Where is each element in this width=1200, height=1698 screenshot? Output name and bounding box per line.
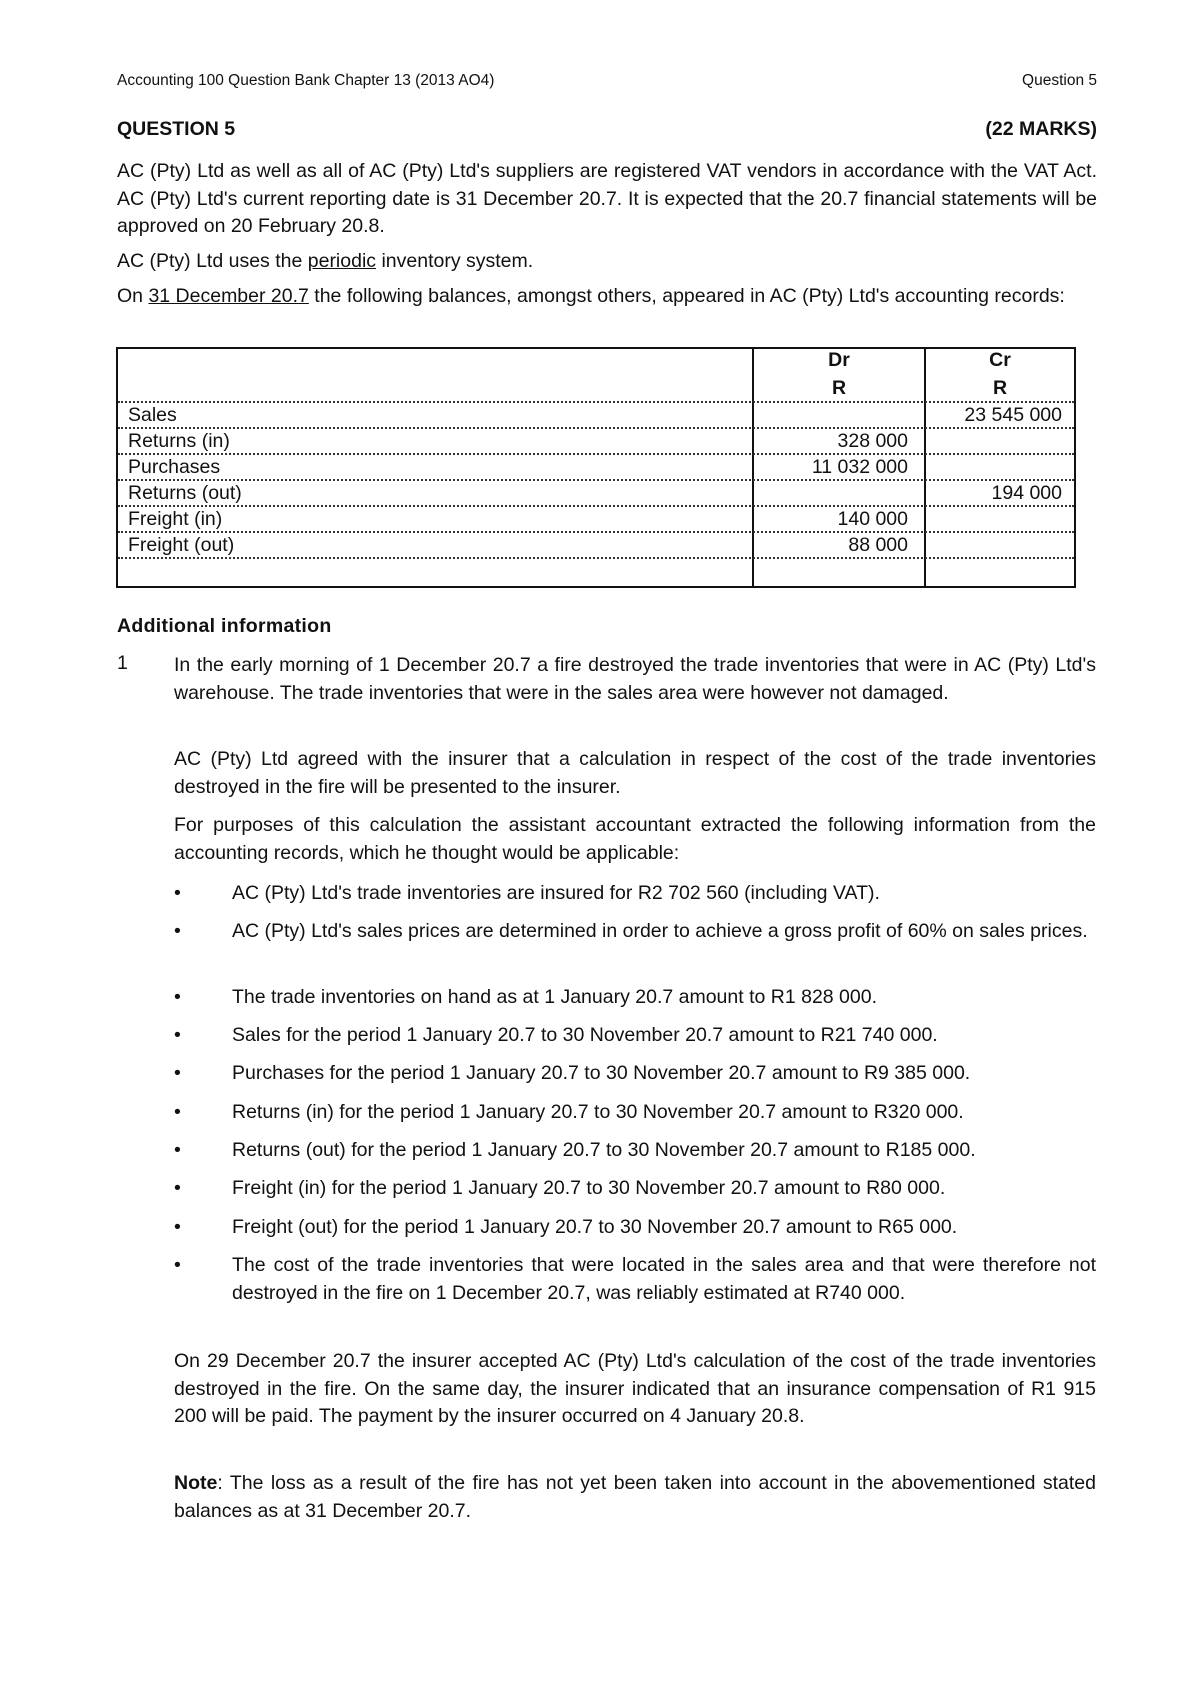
table-row: [118, 455, 1074, 481]
bullet-marker: •: [174, 1254, 181, 1276]
row-dr: 140 000: [837, 508, 908, 530]
table-row: [118, 403, 1074, 429]
additional-paragraph-4: On 29 December 20.7 the insurer accepted AC (Pty) Ltd's calculation of the cost of the trade inventories destroyed in the fire. On the same day, the insurer indicated that an insurance compensation of R1 915 200 will be paid. The payment by the insurer occurred on 4 January 20.8.: [174, 1350, 1096, 1427]
bullet-text: Freight (out) for the period 1 January 20.7 to 30 November 20.7 amount to R65 000.: [232, 1216, 958, 1238]
note-label: Note: [174, 1472, 218, 1494]
question-title: QUESTION 5: [117, 118, 236, 140]
bullet-marker: •: [174, 1177, 181, 1199]
table-header-rule: [118, 374, 1074, 403]
row-label: Returns (out): [128, 482, 242, 504]
item-number: 1: [117, 652, 128, 674]
additional-paragraph-3: For purposes of this calculation the assistant accountant extracted the following information from the accounting records, which he thought would be applicable:: [174, 814, 1096, 864]
bullet-text: Purchases for the period 1 January 20.7 to 30 November 20.7 amount to R9 385 000.: [232, 1062, 971, 1084]
row-cr: 23 545 000: [964, 404, 1062, 426]
bullet-marker: •: [174, 920, 181, 942]
row-label: Returns (in): [128, 430, 230, 452]
bullet-text: Sales for the period 1 January 20.7 to 30 November 20.7 amount to R21 740 000.: [232, 1024, 938, 1046]
dr-unit: R: [831, 377, 847, 399]
header-right: Question 5: [1022, 72, 1097, 89]
page-header: [117, 72, 1097, 94]
intro-p3-before: On: [117, 285, 149, 307]
cr-unit: R: [992, 377, 1008, 399]
bullet-marker: •: [174, 1139, 181, 1161]
bullet-marker: •: [174, 986, 181, 1008]
intro-paragraph-3: [117, 283, 1097, 311]
bullet-text: Freight (in) for the period 1 January 20.7 to 30 November 20.7 amount to R80 000.: [232, 1177, 946, 1199]
intro-p3-underline: 31 December 20.7: [148, 285, 309, 307]
table-row: [118, 429, 1074, 455]
note-text: : The loss as a result of the fire has not yet been taken into account in the abovementioned stated balances as at 31 December 20.7.: [174, 1472, 1096, 1522]
bullet-text: AC (Pty) Ltd's sales prices are determined in order to achieve a gross profit of 60% on sales prices.: [232, 920, 1088, 942]
bullet-marker: •: [174, 1216, 181, 1238]
intro-p3-after: the following balances, amongst others, appeared in AC (Pty) Ltd's accounting records:: [308, 285, 1065, 307]
row-label: Freight (out): [128, 534, 235, 556]
row-dr: 11 032 000: [811, 456, 908, 478]
table-row: [118, 481, 1074, 507]
row-label: Sales: [128, 404, 177, 426]
intro-p2-underline: periodic: [307, 250, 377, 272]
question-marks: (22 MARKS): [985, 118, 1097, 140]
bullet-text: The cost of the trade inventories that were located in the sales area and that were therefore not destroyed in the fire on 1 December 20.7, was reliably estimated at R740 000.: [232, 1254, 1096, 1304]
bullet-text: Returns (in) for the period 1 January 20.7 to 30 November 20.7 amount to R320 000.: [232, 1101, 964, 1123]
row-label: Purchases: [128, 456, 221, 478]
header-left: Accounting 100 Question Bank Chapter 13 (2013 AO4): [117, 72, 495, 89]
row-cr: 194 000: [991, 482, 1062, 504]
row-label: Freight (in): [128, 508, 223, 530]
question-heading: [117, 118, 1097, 144]
note-paragraph: [174, 1470, 1096, 1525]
additional-paragraph-1: In the early morning of 1 December 20.7 a fire destroyed the trade inventories that were in AC (Pty) Ltd's warehouse. The trade inventories that were in the sales area were however not damaged.: [174, 654, 1096, 704]
balances-table: [116, 347, 1076, 588]
additional-info-heading: Additional information: [117, 615, 332, 637]
dr-header: Dr: [828, 349, 850, 371]
bullet-text: Returns (out) for the period 1 January 20.7 to 30 November 20.7 amount to R185 000.: [232, 1139, 976, 1161]
intro-p2-after: inventory system.: [376, 250, 534, 272]
bullet-marker: •: [174, 1101, 181, 1123]
intro-paragraph-2: [117, 248, 1097, 276]
bullet-marker: •: [174, 1062, 181, 1084]
table-row: [118, 507, 1074, 533]
intro-paragraph-1: AC (Pty) Ltd as well as all of AC (Pty) Ltd's suppliers are registered VAT vendors in accordance with the VAT Act. AC (Pty) Ltd's current reporting date is 31 December 20.7. It is expected that the 20.7 financial statements will be approved on 20 February 20.8.: [117, 160, 1097, 237]
bullet-text: AC (Pty) Ltd's trade inventories are insured for R2 702 560 (including VAT).: [232, 882, 880, 904]
table-row: [118, 533, 1074, 559]
bullet-marker: •: [174, 1024, 181, 1046]
intro-p2-before: AC (Pty) Ltd uses the: [117, 250, 308, 272]
cr-header: Cr: [989, 349, 1011, 371]
additional-paragraph-2: AC (Pty) Ltd agreed with the insurer that a calculation in respect of the cost of the trade inventories destroyed in the fire will be presented to the insurer.: [174, 748, 1096, 798]
bullet-text: The trade inventories on hand as at 1 January 20.7 amount to R1 828 000.: [232, 986, 878, 1008]
row-dr: 88 000: [848, 534, 908, 556]
row-dr: 328 000: [837, 430, 908, 452]
bullet-marker: •: [174, 882, 181, 904]
